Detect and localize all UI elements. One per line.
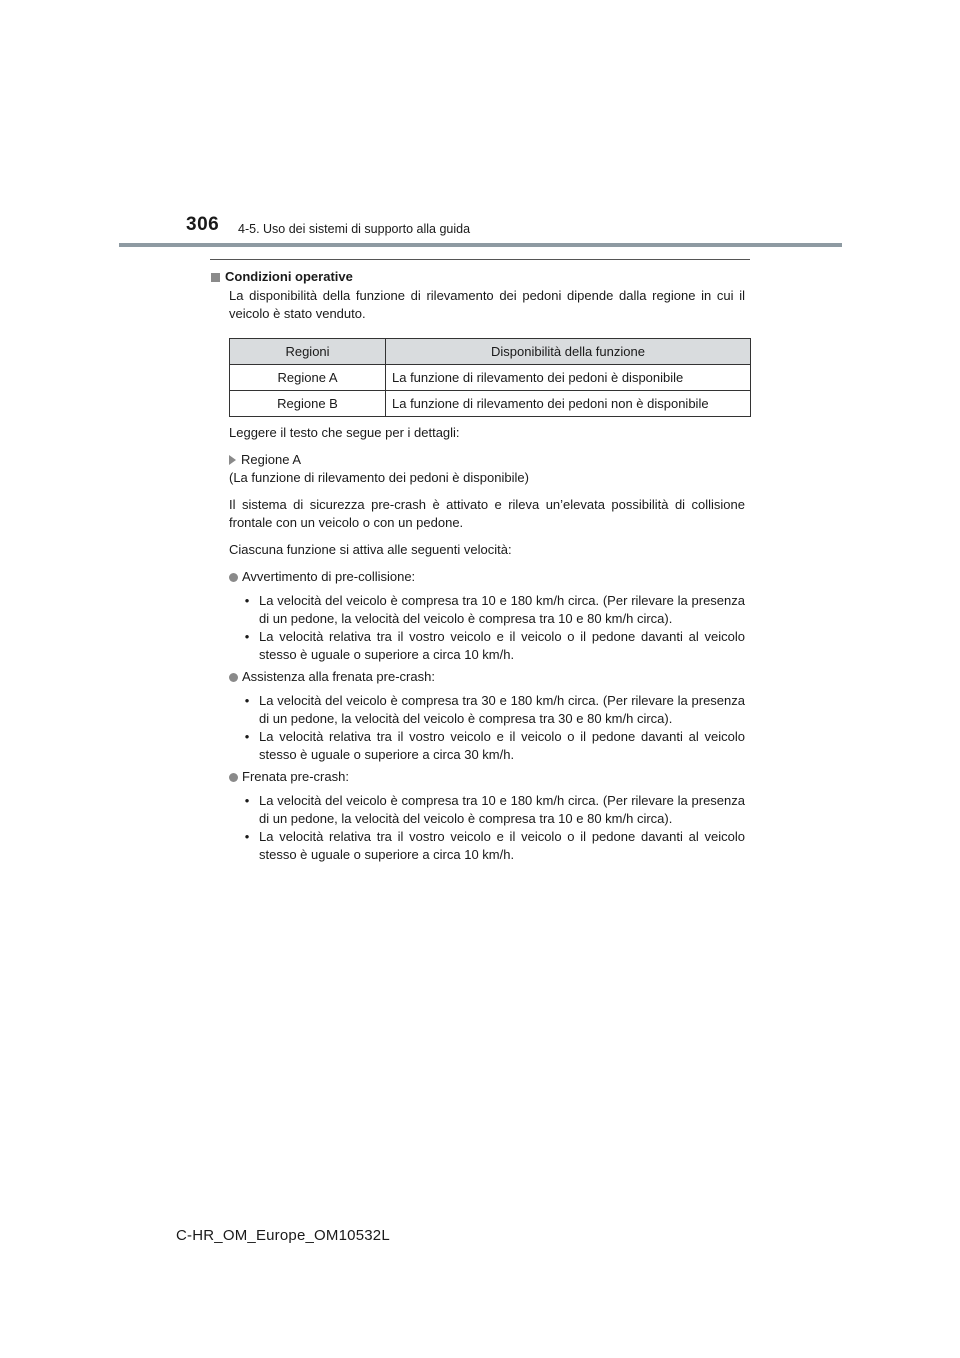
section-heading <box>211 268 745 286</box>
list-item: • La velocità del veicolo è compresa tra 10 e 180 km/h circa. (Per rilevare la presenza di un pedone, la velocità del veicolo è compresa tra 10 e 80 km/h circa). <box>244 593 745 626</box>
circle-bullet-icon <box>229 673 238 682</box>
section-intro: La disponibilità della funzione di rilevamento dei pedoni dipende dalla regione in cui il veicolo è stato venduto. <box>229 288 745 321</box>
function-item <box>229 568 745 586</box>
square-icon <box>211 273 220 282</box>
list-item: • La velocità relativa tra il vostro veicolo e il veicolo o il pedone davanti al veicolo stesso è uguale o superiore a circa 30 km/h. <box>244 729 745 762</box>
table-header-cell: Disponibilità della funzione <box>386 339 751 365</box>
circle-bullet-icon <box>229 573 238 582</box>
list-item: • La velocità relativa tra il vostro veicolo e il veicolo o il pedone davanti al veicolo stesso è uguale o superiore a circa 10 km/h. <box>244 829 745 862</box>
function-item <box>229 768 745 786</box>
speeds-intro: Ciascuna funzione si attiva alle seguenti velocità: <box>229 542 512 557</box>
region-item <box>229 451 745 487</box>
page-content <box>211 268 745 868</box>
list-item: • La velocità relativa tra il vostro veicolo e il veicolo o il pedone davanti al veicolo stesso è uguale o superiore a circa 10 km/h. <box>244 629 745 662</box>
table-cell: Regione A <box>230 365 386 391</box>
circle-bullet-icon <box>229 773 238 782</box>
details-intro: Leggere il testo che segue per i dettagli: <box>229 425 460 440</box>
header-rule <box>119 243 842 247</box>
table-header-row <box>230 339 751 365</box>
footer-doc-code: C-HR_OM_Europe_OM10532L <box>176 1227 390 1244</box>
table-cell: Regione B <box>230 391 386 417</box>
table-row <box>230 391 751 417</box>
region-item-title: Regione A <box>241 452 301 467</box>
system-text: Il sistema di sicurezza pre-crash è attivato e rileva un’elevata possibilità di collisione frontale con un veicolo o con un pedone. <box>229 497 745 530</box>
list-item: • La velocità del veicolo è compresa tra 10 e 180 km/h circa. (Per rilevare la presenza di un pedone, la velocità del veicolo è compresa tra 10 e 80 km/h circa). <box>244 793 745 826</box>
page-number: 306 <box>186 214 220 235</box>
function-points <box>244 692 745 764</box>
function-points <box>244 792 745 864</box>
regions-table <box>229 338 751 417</box>
function-title: Assistenza alla frenata pre-crash: <box>242 669 435 684</box>
function-item <box>229 668 745 686</box>
table-row <box>230 365 751 391</box>
function-title: Avvertimento di pre-collisione: <box>242 569 416 584</box>
section-heading-text: Condizioni operative <box>225 269 353 284</box>
table-header-cell: Regioni <box>230 339 386 365</box>
region-item-subtitle: (La funzione di rilevamento dei pedoni è disponibile) <box>229 470 529 485</box>
function-points <box>244 592 745 664</box>
function-title-row <box>229 768 745 786</box>
list-item: • La velocità del veicolo è compresa tra 30 e 180 km/h circa. (Per rilevare la presenza di un pedone, la velocità del veicolo è compresa tra 30 e 80 km/h circa). <box>244 693 745 726</box>
table-cell: La funzione di rilevamento dei pedoni non è disponibile <box>386 391 751 417</box>
function-title: Frenata pre-crash: <box>242 769 349 784</box>
chapter-title: 4-5. Uso dei sistemi di supporto alla guida <box>238 222 471 236</box>
table-cell: La funzione di rilevamento dei pedoni è disponibile <box>386 365 751 391</box>
function-title-row <box>229 568 745 586</box>
section-rule <box>210 259 750 260</box>
arrow-right-icon <box>229 455 236 465</box>
function-title-row <box>229 668 745 686</box>
